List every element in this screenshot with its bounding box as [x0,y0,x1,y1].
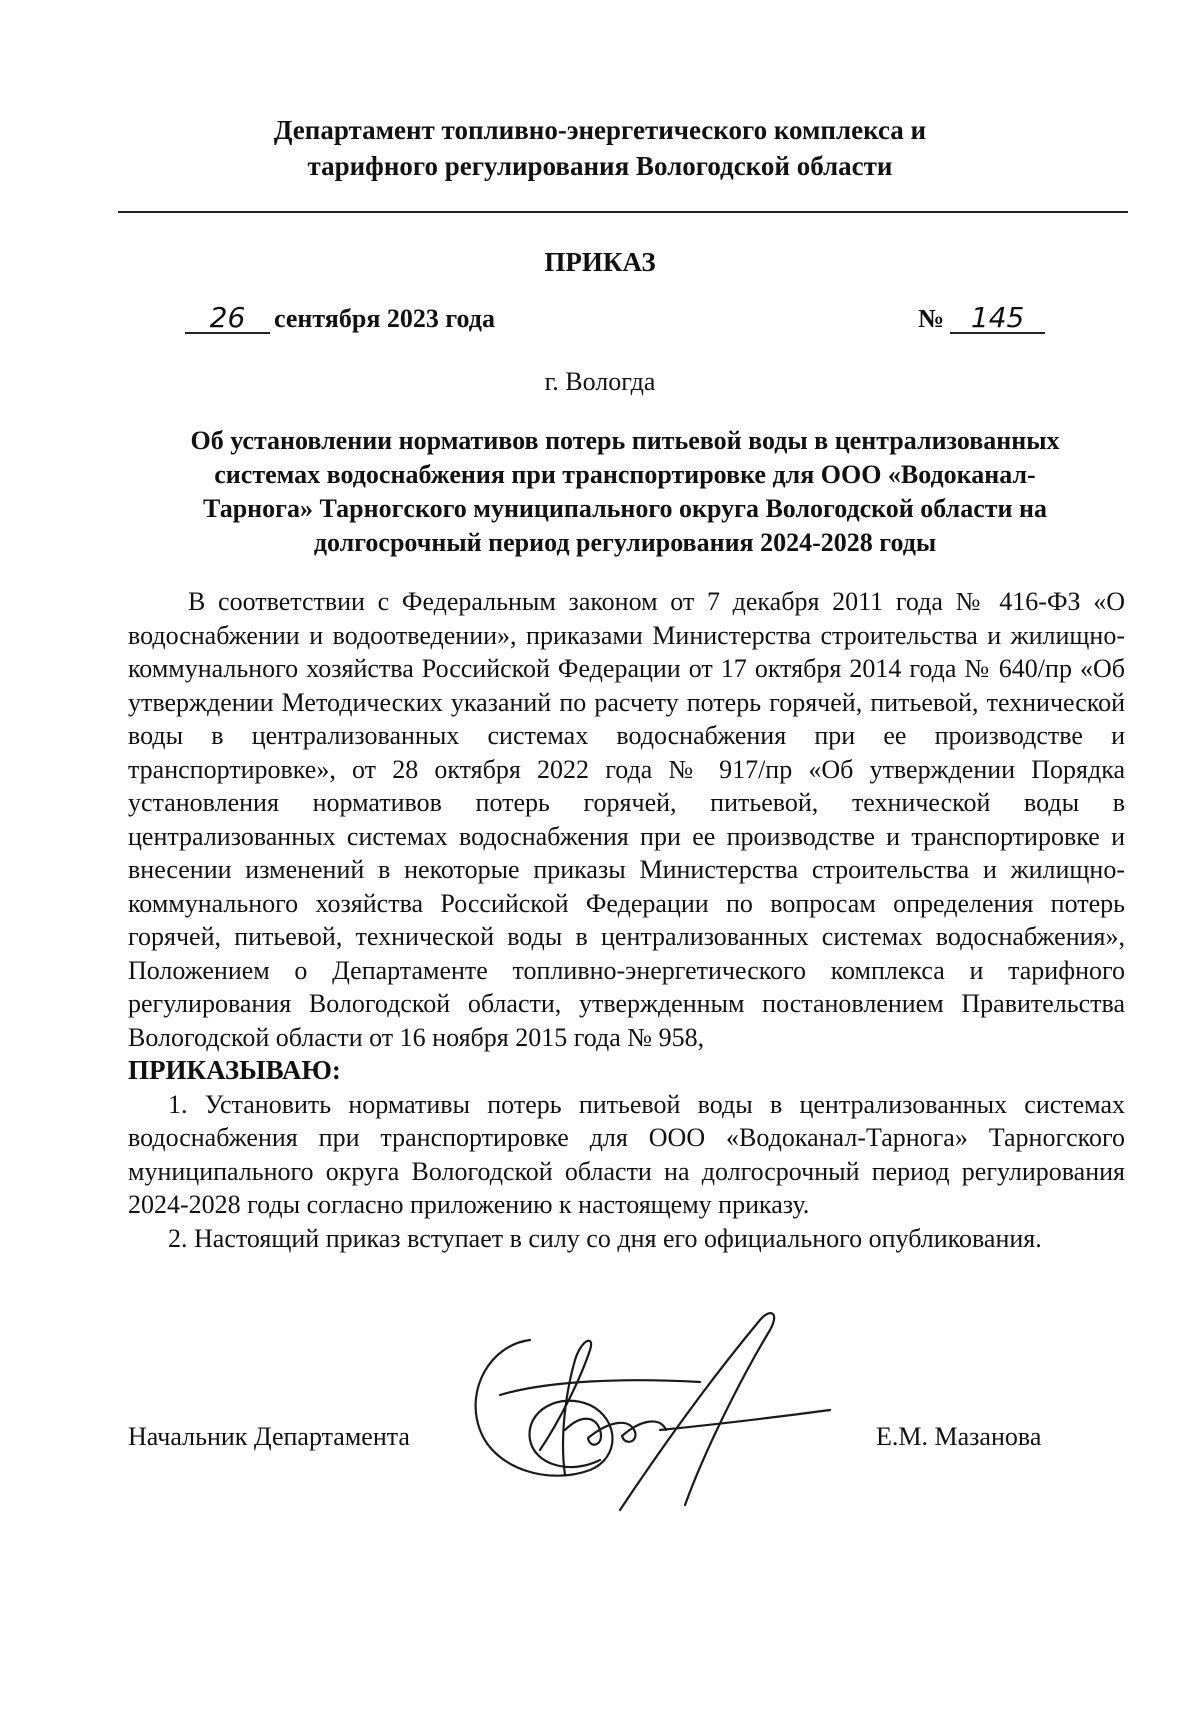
number-value-handwritten: 145 [950,304,1045,334]
number-label: № [918,304,945,333]
date-day-handwritten: 26 [185,304,270,334]
header-divider [118,211,1128,213]
order-title-line2: системах водоснабжения при транспортировке для ООО «Водоканал- [214,460,1036,489]
issuer-header-line2: тарифного регулирования Вологодской области [307,151,893,181]
order-title-line1: Об установлении нормативов потерь питьевой воды в централизованных [190,426,1060,455]
order-body [128,585,1125,1255]
order-title-line4: долгосрочный период регулирования 2024-2028 годы [313,528,937,557]
signatory-position: Начальник Департамента [128,1422,410,1451]
preamble-paragraph: В соответствии с Федеральным законом от 7 декабря 2011 года № 416-ФЗ «О водоснабжении и водоотведении», приказами Министерства строительства и жилищно-коммунального хозяйства Российской Федерации от 17 октября 2014 года № 640/пр «Об утверждении Методических указаний по расчету потерь горячей, питьевой, технической воды в централизованных системах водоснабжения при ее производстве и транспортировке», от 28 октября 2022 года № 917/пр «Об утверждении Порядка установления нормативов потерь горячей, питьевой, технической воды в централизованных системах водоснабжения при ее производстве и транспортировке и внесении изменений в некоторые приказы Министерства строительства и жилищно-коммунального хозяйства Российской Федерации по вопросам определения потерь горячей, питьевой, технической воды в централизованных системах водоснабжения», Положением о Департаменте топливно-энергетического комплекса и тарифного регулирования Вологодской области, утвержденным постановлением Правительства Вологодской области от 16 ноября 2015 года № 958, [128,587,1125,1052]
order-item-1: 1. Установить нормативы потерь питьевой воды в централизованных системах водоснабжения при транспортировке для ООО «Водоканал-Тарнога» Тарногского муниципального округа Вологодской области на долгосрочный период регулирования 2024-2028 годы согласно приложению к настоящему приказу. [128,1089,1125,1219]
order-title [145,424,1105,560]
order-number [918,301,1045,334]
signatory-name: Е.М. Мазанова [876,1422,1042,1451]
document-type: ПРИКАЗ [544,247,656,277]
order-item-2: 2. Настоящий приказ вступает в силу со дня его официального опубликования. [168,1223,1042,1253]
order-title-line3: Тарнога» Тарногского муниципального округа Вологодской области на [203,494,1047,523]
issuer-header-line1: Департамент топливно-энергетического комплекса и [273,115,927,145]
issuer-header [100,112,1100,184]
order-date [185,301,495,334]
date-month-year: сентября 2023 года [274,304,495,333]
order-directive: ПРИКАЗЫВАЮ: [128,1055,341,1085]
city: г. Вологда [544,367,656,396]
handwritten-signature [470,1300,850,1530]
